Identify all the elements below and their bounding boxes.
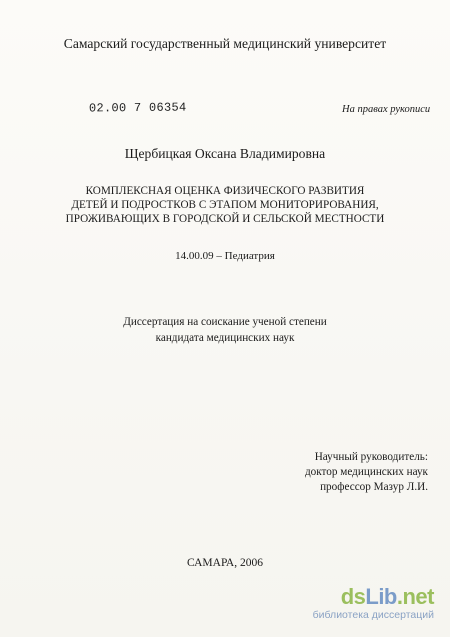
degree-line: кандидата медицинских наук (155, 332, 295, 344)
logo-part: .net (396, 584, 434, 609)
degree-line: Диссертация на соискание ученой степени (123, 316, 327, 328)
supervisor-line: доктор медицинских наук (304, 466, 428, 478)
dslib-subtitle: библиотека диссертаций (312, 609, 434, 621)
specialty-code: 14.00.09 – Педиатрия (175, 250, 275, 262)
dslib-logo (284, 586, 434, 608)
rights-note: На правах рукописи (342, 104, 431, 115)
supervisor-line: профессор Мазур Л.И. (320, 481, 428, 493)
author-name: Щербицкая Оксана Владимировна (124, 146, 326, 161)
title-line: ПРОЖИВАЮЩИХ В ГОРОДСКОЙ И СЕЛЬСКОЙ МЕСТНОСТИ (65, 213, 385, 225)
university-name: Самарский государственный медицинский университет (63, 36, 387, 51)
dissertation-title (0, 184, 450, 226)
supervisor-line: Научный руководитель: (314, 451, 428, 463)
supervisor-info (294, 450, 428, 495)
city-year: САМАРА, 2006 (187, 557, 263, 569)
degree-statement (0, 314, 450, 346)
logo-part: Lib (365, 584, 397, 609)
logo-part: ds (340, 584, 366, 609)
title-line: КОМПЛЕКСНАЯ ОЦЕНКА ФИЗИЧЕСКОГО РАЗВИТИЯ (85, 185, 365, 197)
dslib-watermark (284, 586, 434, 621)
archive-stamp-number: 02.00 7 06354 (88, 100, 187, 116)
title-line: ДЕТЕЙ И ПОДРОСТКОВ С ЭТАПОМ МОНИТОРИРОВАНИЯ, (71, 199, 379, 211)
